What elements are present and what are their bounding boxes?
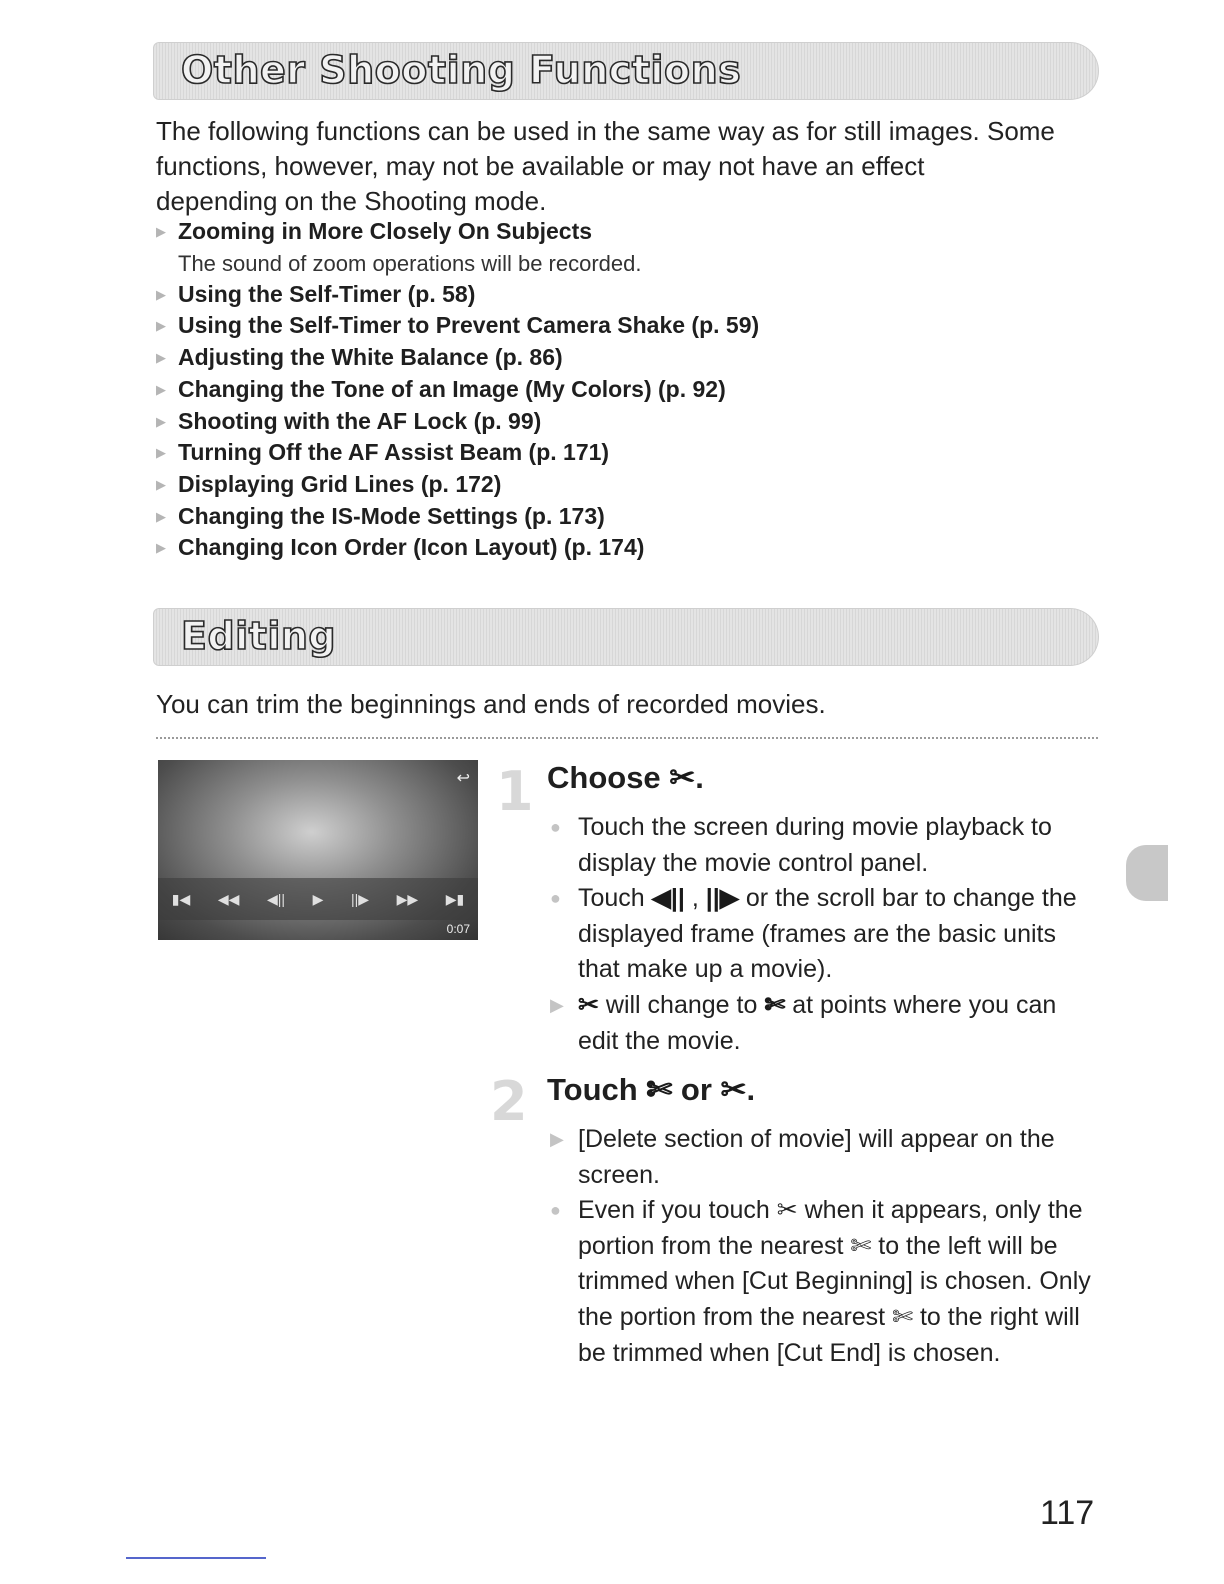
cut-point-icon: ✄	[764, 990, 786, 1019]
cut-point-icon: ✄	[646, 1072, 673, 1107]
result-arrow-icon: ▶	[550, 1129, 564, 1149]
fast-forward-icon: ▶▶	[396, 890, 419, 907]
arrow-icon: ▶	[156, 540, 166, 556]
arrow-icon: ▶	[156, 445, 166, 461]
intro-line: functions, however, may not be available or may not have an effect	[156, 151, 925, 181]
list-item: ▶ Turning Off the AF Assist Beam (p. 171)	[156, 437, 759, 469]
list-item: ▶ Changing Icon Order (Icon Layout) (p. 174)	[156, 532, 759, 564]
step-number: 2	[490, 1070, 528, 1133]
instruction-item: ▶ ✂ will change to ✄ at points where you can edit the movie.	[550, 988, 1100, 1059]
frame-forward-icon: ||▶	[350, 890, 369, 907]
page-number: 117	[1040, 1494, 1095, 1532]
arrow-icon: ▶	[156, 318, 166, 334]
list-item: ▶ Adjusting the White Balance (p. 86)	[156, 342, 759, 374]
list-item: ▶ Shooting with the AF Lock (p. 99)	[156, 406, 759, 438]
step-instructions	[550, 810, 1100, 1059]
section-title: Editing	[181, 614, 337, 658]
arrow-icon: ▶	[156, 508, 166, 524]
instruction-item: ● Touch the screen during movie playback to display the movie control panel.	[550, 810, 1100, 881]
circle-bullet-icon: ●	[550, 888, 561, 909]
arrow-icon: ▶	[156, 381, 166, 397]
section-banner-editing	[153, 608, 1099, 666]
result-arrow-icon: ▶	[550, 994, 564, 1015]
scissors-icon: ✂	[669, 760, 696, 795]
time-readout: 0:07	[446, 922, 470, 936]
list-item: ▶ Changing the IS-Mode Settings (p. 173)	[156, 501, 759, 533]
camera-screen-image	[158, 760, 478, 940]
divider	[156, 737, 1098, 739]
frame-back-icon: ◀||	[266, 890, 286, 907]
list-item-note: The sound of zoom operations will be recorded.	[178, 250, 642, 276]
frame-forward-icon: ||▶	[705, 884, 739, 913]
intro-line: depending on the Shooting mode.	[156, 186, 547, 216]
frame-back-icon: ◀||	[651, 884, 685, 913]
editing-intro: You can trim the beginnings and ends of recorded movies.	[156, 689, 826, 719]
section-title: Other Shooting Functions	[181, 48, 742, 92]
footer-rule	[126, 1557, 266, 1559]
instruction-item: ▶ [Delete section of movie] will appear on the screen.	[550, 1122, 1100, 1193]
arrow-icon: ▶	[156, 476, 166, 492]
scissors-icon: ✂	[578, 990, 599, 1019]
arrow-icon: ▶	[156, 350, 166, 366]
list-item: ▶ Using the Self-Timer (p. 58)	[156, 279, 759, 311]
list-item: ▶ Displaying Grid Lines (p. 172)	[156, 469, 759, 501]
step-title: Touch ✄ or ✂.	[547, 1072, 756, 1107]
feature-list	[156, 216, 759, 564]
section-banner-other	[153, 42, 1099, 100]
circle-bullet-icon: ●	[550, 817, 561, 837]
circle-bullet-icon: ●	[550, 1200, 561, 1221]
instruction-item: ● Touch ◀|| , ||▶ or the scroll bar to change the displayed frame (frames are the basic units that make up a movie).	[550, 881, 1100, 988]
intro-line: The following functions can be used in the same way as for still images. Some	[156, 116, 1055, 146]
movie-control-panel	[158, 878, 478, 920]
rewind-icon: ◀◀	[217, 890, 240, 907]
arrow-icon: ▶	[156, 224, 166, 239]
step-title: Choose ✂.	[547, 760, 704, 795]
step-number: 1	[496, 760, 534, 823]
chapter-tab	[1126, 845, 1168, 901]
list-item: ▶ Using the Self-Timer to Prevent Camera Shake (p. 59)	[156, 310, 759, 342]
instruction-item: ● Even if you touch ✂ when it appears, only the portion from the nearest ✄ to the left will be trimmed when [Cut Beginning] is chosen. Only the portion from the nearest ✄ to the right will be trimmed when [Cut End] is chosen.	[550, 1193, 1100, 1371]
scissors-icon: ✂	[720, 1072, 747, 1107]
arrow-icon: ▶	[156, 286, 166, 302]
play-icon: ▶	[312, 890, 324, 907]
list-item: ▶ Changing the Tone of an Image (My Colors) (p. 92)	[156, 374, 759, 406]
step-instructions	[550, 1122, 1100, 1371]
list-item: ▶ Zooming in More Closely On Subjects	[156, 216, 759, 248]
return-icon: ↩	[456, 770, 470, 787]
section-intro	[156, 114, 1055, 219]
arrow-icon: ▶	[156, 413, 166, 429]
skip-end-icon: ▶▮	[445, 890, 465, 907]
skip-start-icon: ▮◀	[171, 890, 191, 907]
